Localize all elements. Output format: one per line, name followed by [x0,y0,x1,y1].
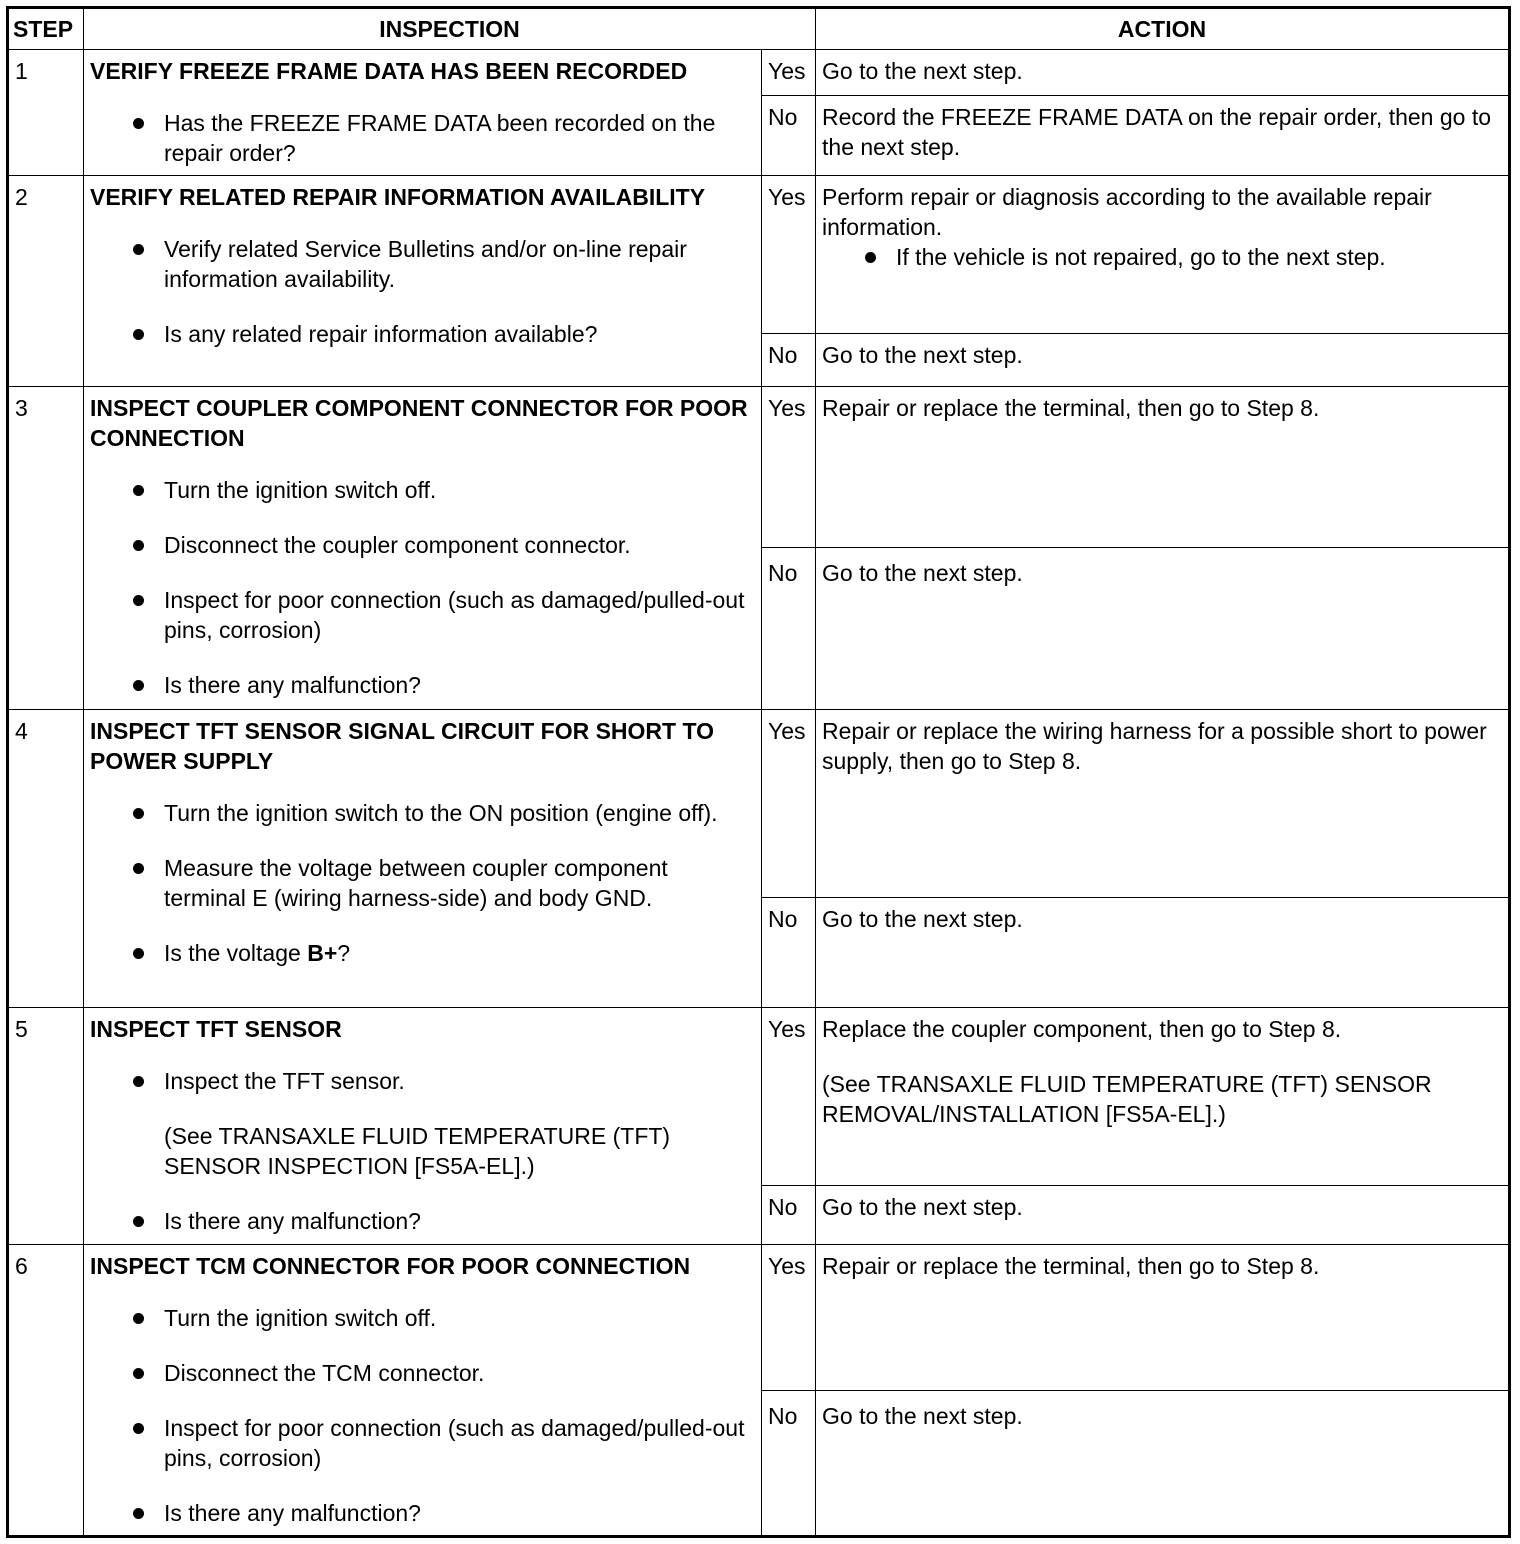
inspection-bullet: Inspect for poor connection (such as damaged/pulled-out pins, corrosion) [164,1413,755,1473]
inspection-cell [84,176,762,387]
inspection-cell [84,1008,762,1244]
inspection-bullet: Is there any malfunction? [164,670,755,700]
table-row [8,387,1510,547]
yes-action: Perform repair or diagnosis according to the available repair information. [822,184,1432,241]
inspection-note: (See TRANSAXLE FLUID TEMPERATURE (TFT) SENSOR INSPECTION [FS5A-EL].) [164,1123,671,1180]
inspection-bullets [90,108,755,168]
step-number: 4 [8,709,84,1007]
inspection-title: INSPECT TCM CONNECTOR FOR POOR CONNECTION [90,1252,691,1279]
action-note: (See TRANSAXLE FLUID TEMPERATURE (TFT) SENSOR REMOVAL/INSTALLATION [FS5A-EL].) [822,1071,1432,1128]
table-row [8,176,1510,334]
inspection-bullet: Is any related repair information available? [164,319,755,349]
inspection-title: INSPECT COUPLER COMPONENT CONNECTOR FOR POOR CONNECTION [90,395,748,452]
table-row [8,1244,1510,1390]
no-action: Go to the next step. [816,1390,1510,1536]
no-action: Go to the next step. [816,898,1510,1008]
inspection-bullets [90,1303,755,1528]
action-bullet: If the vehicle is not repaired, go to the next step. [896,242,1502,272]
yes-action: Repair or replace the terminal, then go to Step 8. [816,1244,1510,1390]
inspection-cell [84,709,762,1007]
inspection-bullet: Verify related Service Bulletins and/or on-line repair information availability. [164,234,755,294]
yes-label: Yes [762,176,816,334]
no-action: Record the FREEZE FRAME DATA on the repair order, then go to the next step. [816,96,1510,176]
inspection-bullet: Is there any malfunction? [164,1498,755,1528]
no-label: No [762,1186,816,1244]
no-label: No [762,547,816,709]
inspection-bullet: Inspect for poor connection (such as damaged/pulled-out pins, corrosion) [164,585,755,645]
inspection-bullet: Measure the voltage between coupler component terminal E (wiring harness-side) and body GND. [164,853,755,913]
inspection-title: VERIFY FREEZE FRAME DATA HAS BEEN RECORDED [90,58,688,84]
bullet-text: Is the voltage [164,939,308,966]
inspection-bullet: Inspect the TFT sensor. [164,1066,755,1096]
bullet-text: ? [337,939,351,966]
inspection-bullets [90,1206,755,1236]
inspection-bullet: Turn the ignition switch to the ON position (engine off). [164,798,755,828]
table-row [8,50,1510,96]
bullet-bold-text: B+ [307,939,338,966]
header-inspection: INSPECTION [84,8,816,50]
yes-action: Replace the coupler component, then go to Step 8. [822,1016,1342,1043]
step-number: 5 [8,1008,84,1244]
inspection-cell [84,1244,762,1537]
inspection-bullets [90,798,755,968]
inspection-bullet: Disconnect the TCM connector. [164,1358,755,1388]
yes-action-cell [816,1008,1510,1186]
no-label: No [762,96,816,176]
step-number: 2 [8,176,84,387]
no-action: Go to the next step. [816,1186,1510,1244]
step-number: 3 [8,387,84,709]
step-number: 6 [8,1244,84,1537]
yes-action: Repair or replace the terminal, then go to Step 8. [816,387,1510,547]
no-action: Go to the next step. [816,547,1510,709]
inspection-title: VERIFY RELATED REPAIR INFORMATION AVAILABILITY [90,184,706,211]
yes-label: Yes [762,50,816,96]
inspection-bullets [90,234,755,349]
yes-action: Go to the next step. [816,50,1510,96]
step-number: 1 [8,50,84,176]
inspection-bullets [90,475,755,700]
yes-action: Repair or replace the wiring harness for a possible short to power supply, then go to Step 8. [816,709,1510,897]
yes-action-cell [816,176,1510,334]
inspection-bullet: Is there any malfunction? [164,1206,755,1236]
yes-label: Yes [762,1008,816,1186]
yes-label: Yes [762,709,816,897]
inspection-bullet: Disconnect the coupler component connector. [164,530,755,560]
inspection-title: INSPECT TFT SENSOR SIGNAL CIRCUIT FOR SHORT TO POWER SUPPLY [90,717,715,774]
inspection-bullets [90,1066,755,1096]
inspection-title: INSPECT TFT SENSOR [90,1016,342,1043]
inspection-bullet: Turn the ignition switch off. [164,475,755,505]
yes-label: Yes [762,387,816,547]
header-row [8,8,1510,50]
no-action: Go to the next step. [816,334,1510,387]
action-bullets [822,242,1502,272]
table-row [8,1008,1510,1186]
inspection-bullet [164,938,755,968]
inspection-cell [84,50,762,176]
header-step: STEP [8,8,84,50]
diagnostic-procedure-table [6,6,1511,1538]
no-label: No [762,334,816,387]
inspection-bullet: Has the FREEZE FRAME DATA been recorded on the repair order? [164,108,755,168]
yes-label: Yes [762,1244,816,1390]
header-action: ACTION [816,8,1510,50]
no-label: No [762,1390,816,1536]
inspection-cell [84,387,762,709]
inspection-bullet: Turn the ignition switch off. [164,1303,755,1333]
table-row [8,709,1510,897]
no-label: No [762,898,816,1008]
